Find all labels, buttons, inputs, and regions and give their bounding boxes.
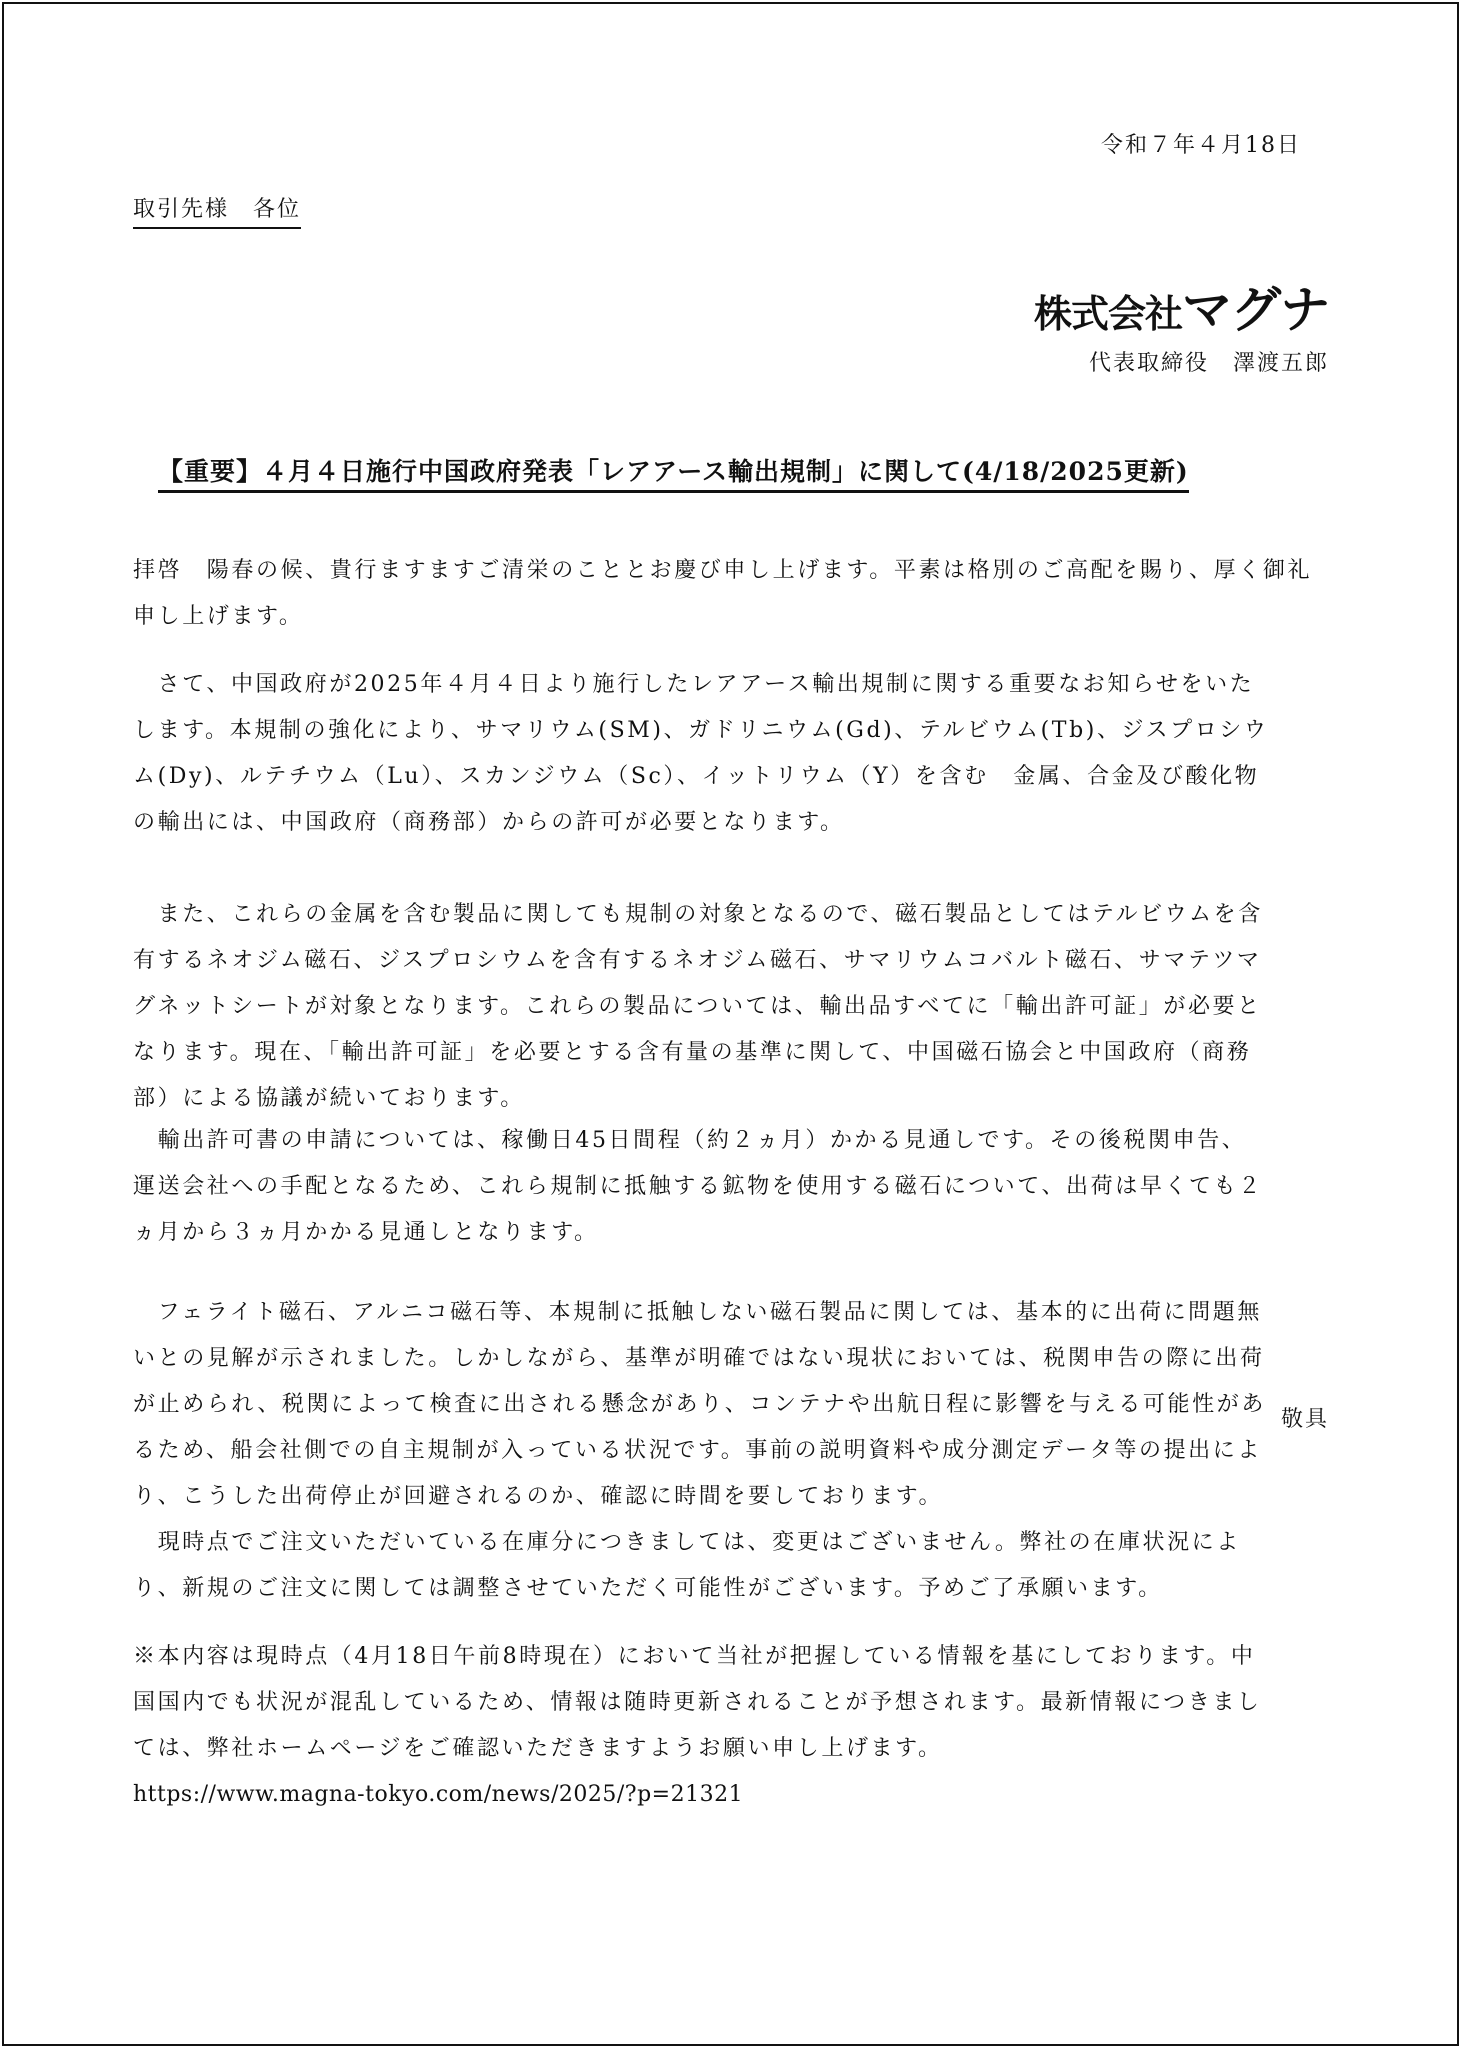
paragraph-line: り、こうした出荷停止が回避されるのか、確認に時間を要しております。	[133, 1484, 944, 1509]
paragraph-line: また、これらの金属を含む製品に関しても規制の対象となるので、磁石製品としてはテルビウムを含	[133, 902, 1263, 927]
paragraph-line: 輸出許可書の申請については、稼働日45日間程（約２ヵ月）かかる見通しです。その後税関申告、	[133, 1128, 1247, 1153]
logo-prefix: 株式会社	[1033, 292, 1182, 336]
closing: 敬具	[1280, 1407, 1329, 1432]
paragraph-line: 運送会社への手配となるため、これら規制に抵触する鉱物を使用する磁石について、出荷は早くても２	[133, 1174, 1263, 1199]
paragraph-line: いとの見解が示されました。しかしながら、基準が明確ではない現状においては、税関申告の際に出荷	[133, 1346, 1265, 1371]
paragraph-line: します。本規制の強化により、サマリウム(SM)、ガドリニウム(Gd)、テルビウム(Tb)、ジスプロシウ	[133, 718, 1269, 743]
paragraph-line: 国国内でも状況が混乱しているため、情報は随時更新されることが予想されます。最新情報につきまし	[133, 1690, 1262, 1715]
paragraph-line: 申し上げます。	[133, 604, 304, 629]
paragraph-line: 部）による協議が続いております。	[133, 1086, 525, 1111]
document-title: 【重要】４月４日施行中国政府発表「レアアース輸出規制」に関して(4/18/2025更新)	[158, 452, 1189, 493]
paragraph-line: ヵ月から３ヵ月かかる見通しとなります。	[133, 1220, 599, 1245]
paragraph-line: さて、中国政府が2025年４月４日より施行したレアアース輸出規制に関する重要なお知らせをいた	[133, 672, 1255, 697]
body-paragraph	[133, 1290, 1333, 1520]
body-paragraph	[133, 662, 1333, 846]
paragraph-line: なります。現在、「輸出許可証」を必要とする含有量の基準に関して、中国磁石協会と中国政府（商務	[133, 1040, 1252, 1065]
note-paragraph	[133, 1634, 1333, 1818]
paragraph-line: が止められ、税関によって検査に出される懸念があり、コンテナや出航日程に影響を与える可能性があ	[133, 1392, 1266, 1417]
body-paragraph	[133, 1118, 1333, 1256]
date: 令和７年４月18日	[1101, 133, 1301, 158]
news-link[interactable]: https://www.magna-tokyo.com/news/2025/?p=21321	[133, 1782, 744, 1807]
paragraph-line: ては、弊社ホームページをご確認いただきますようお願い申し上げます。	[133, 1736, 943, 1761]
paragraph-line: 拝啓 陽春の候、貴行ますますご清栄のこととお慶び申し上げます。平素は格別のご高配を賜り、厚く御礼	[133, 558, 1313, 583]
body-paragraph	[133, 892, 1333, 1122]
paragraph-line: 現時点でご注文いただいている在庫分につきましては、変更はございません。弊社の在庫状況によ	[133, 1530, 1241, 1555]
logo-name: マグナ	[1182, 281, 1329, 339]
paragraph-line: り、新規のご注文に関しては調整させていただく可能性がございます。予めご了承願います。	[133, 1576, 1163, 1601]
paragraph-line: の輸出には、中国政府（商務部）からの許可が必要となります。	[133, 810, 845, 835]
paragraph-line: グネットシートが対象となります。これらの製品については、輸出品すべてに「輸出許可証」が必要と	[133, 994, 1262, 1019]
paragraph-line: ※本内容は現時点（4月18日午前8時現在）において当社が把握している情報を基にしております。中	[133, 1644, 1256, 1669]
addressee: 取引先様 各位	[133, 192, 301, 229]
body-paragraph	[133, 1520, 1333, 1612]
company-logo	[1034, 270, 1329, 342]
paragraph-line: 有するネオジム磁石、ジスプロシウムを含有するネオジム磁石、サマリウムコバルト磁石、サマテツマ	[133, 948, 1262, 973]
body-paragraph	[133, 548, 1333, 640]
paragraph-line: ム(Dy)、ルテチウム（Lu）、スカンジウム（Sc）、イットリウム（Y）を含む 金属、合金及び酸化物	[133, 764, 1260, 789]
paragraph-line: るため、船会社側での自主規制が入っている状況です。事前の説明資料や成分測定データ等の提出によ	[133, 1438, 1262, 1463]
representative: 代表取締役 澤渡五郎	[1088, 351, 1329, 376]
paragraph-line: フェライト磁石、アルニコ磁石等、本規制に抵触しない磁石製品に関しては、基本的に出荷に問題無	[133, 1300, 1262, 1325]
